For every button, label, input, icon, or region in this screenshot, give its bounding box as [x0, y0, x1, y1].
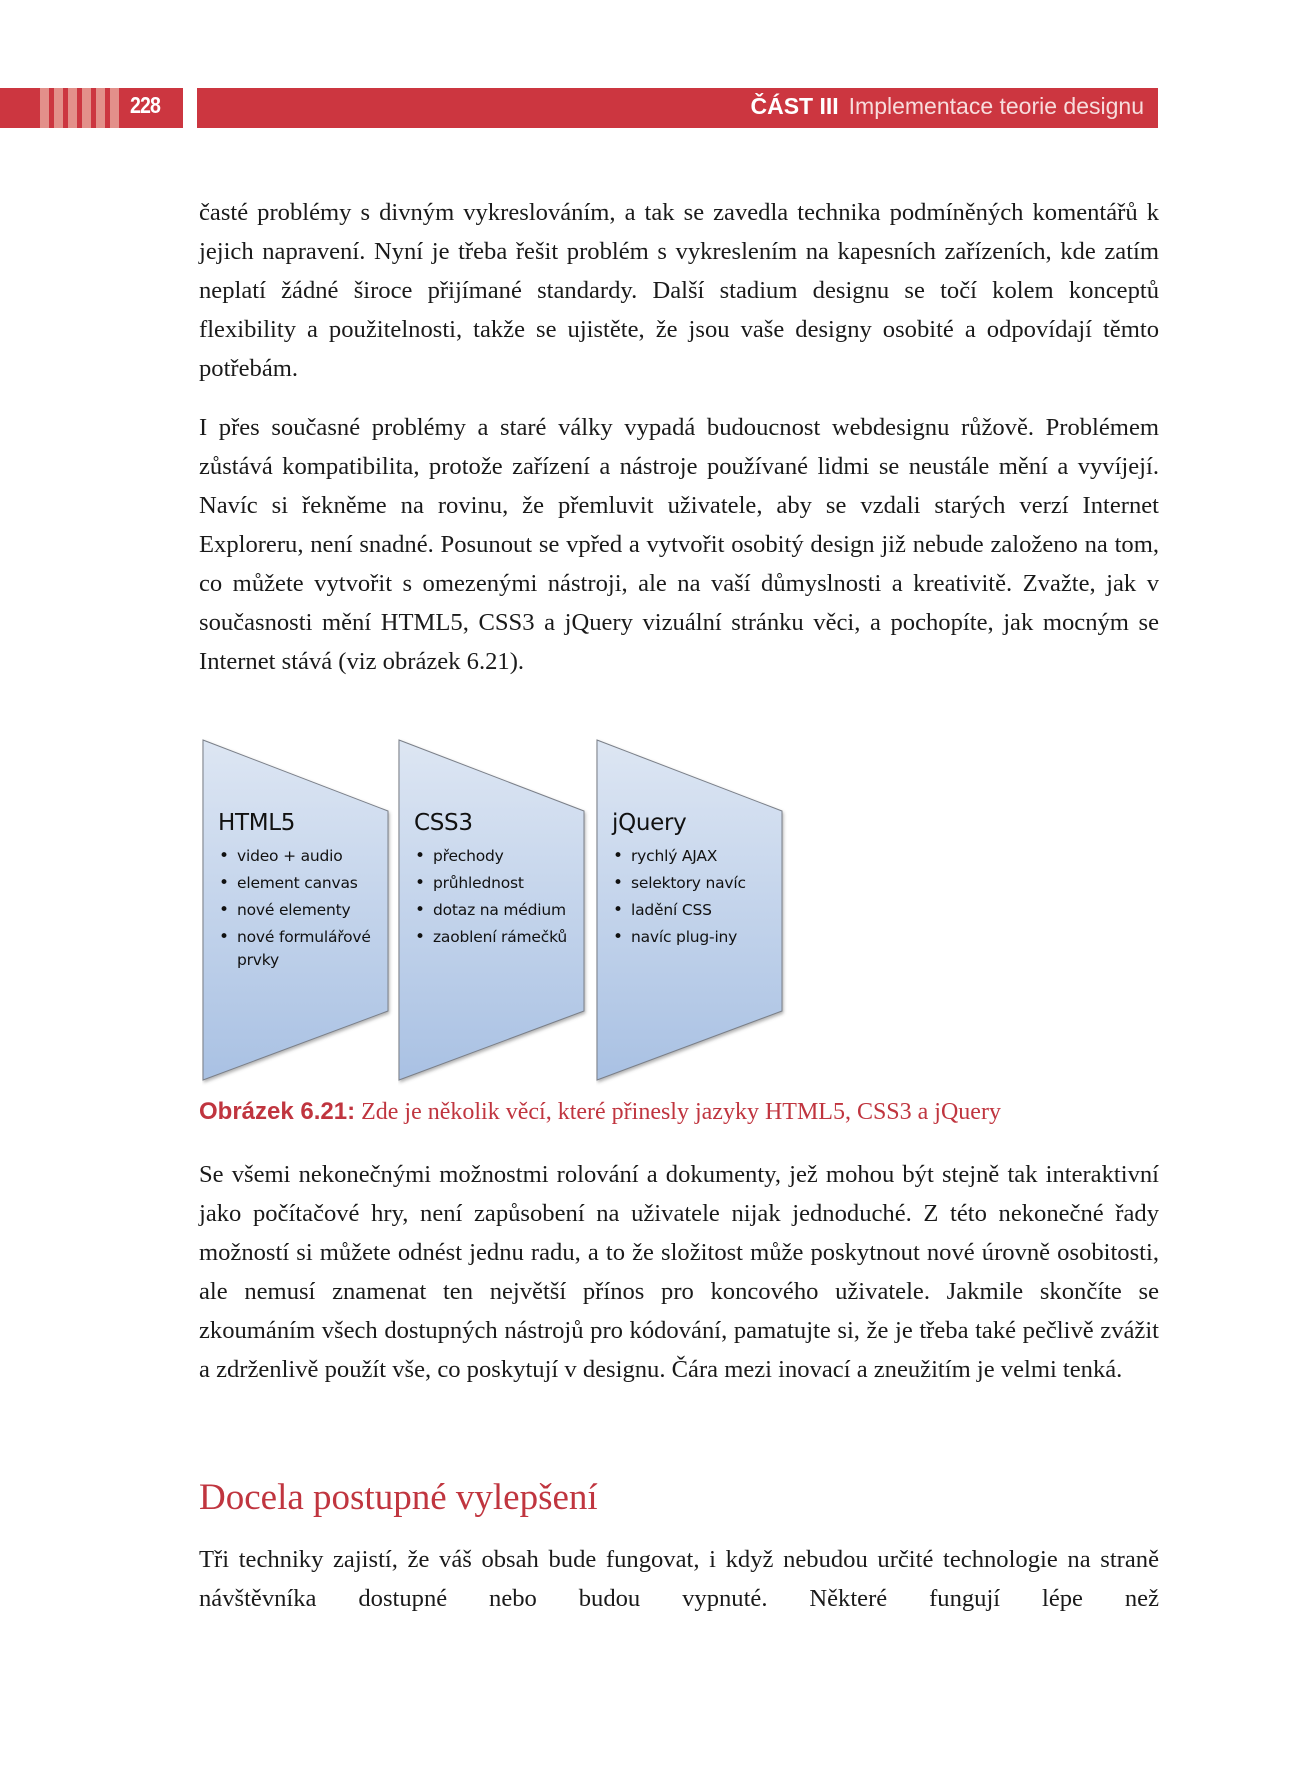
bullet-item: • ladění CSS — [612, 899, 777, 922]
shape-bullet-list — [414, 845, 579, 949]
shape-content — [612, 810, 777, 953]
part-label: ČÁST III — [750, 93, 839, 119]
paragraph-1-block — [199, 193, 1159, 388]
paragraph: I přes současné problémy a staré války vypadá budoucnost webdesignu růžově. Problémem zůstává kompatibilita, protože zařízení a nástroje používané lidmi se neustále mění a vyvíjejí. Navíc si řekněme na rovinu, že přemluvit uživatele, aby se vzdali starých verzí Internet Exploreru, není snadné. Posunout se vpřed a vytvořit osobitý design již nebude založeno na tom, co můžete vytvořit s omezenými nástroji, ale na vaší důmyslnosti a kreativitě. Zvažte, jak v současnosti mění HTML5, CSS3 a jQuery vizuální stránku věci, a pochopíte, jak mocným se Internet stává (viz obrázek 6.21). — [199, 414, 1159, 675]
header-stripe — [40, 88, 49, 128]
page-number: 228 — [130, 92, 161, 118]
bullet-item: • zaoblení rámečků — [414, 926, 579, 949]
bullet-item: • element canvas — [218, 872, 383, 895]
header-stripe — [96, 88, 105, 128]
bullet-item: • video + audio — [218, 845, 383, 868]
header-stripe — [54, 88, 63, 128]
header-left-block — [0, 88, 183, 128]
paragraph-3-block — [199, 1155, 1159, 1389]
bullet-item: • přechody — [414, 845, 579, 868]
figure-diagram — [200, 738, 800, 1083]
bullet-item: • dotaz na médium — [414, 899, 579, 922]
bullet-item: • nové elementy — [218, 899, 383, 922]
bullet-item: • rychlý AJAX — [612, 845, 777, 868]
bullet-item: • nové formulářové prvky — [218, 926, 383, 972]
figure-caption — [199, 1098, 1001, 1126]
running-header-title — [750, 93, 1144, 120]
running-header — [197, 88, 1158, 128]
shape-title: CSS3 — [414, 810, 473, 836]
paragraph-4-block — [199, 1540, 1159, 1618]
caption-text: Zde je několik věcí, které přinesly jazyky HTML5, CSS3 a jQuery — [355, 1099, 1001, 1125]
header-stripe — [110, 88, 119, 128]
chapter-title: Implementace teorie designu — [848, 93, 1144, 119]
diagram-shape-css3 — [398, 738, 586, 1083]
header-stripe — [68, 88, 77, 128]
paragraph-2-block — [199, 408, 1159, 681]
section-heading: Docela postupné vylepšení — [199, 1477, 598, 1518]
bullet-item: • průhlednost — [414, 872, 579, 895]
shape-title: jQuery — [612, 810, 687, 836]
paragraph: časté problémy s divným vykreslováním, a tak se zavedla technika podmíněných komentářů k jejich napravení. Nyní je třeba řešit problém s vykreslením na kapesních zařízeních, kde zatím neplatí žádné široce přijímané standardy. Další stadium designu se točí kolem konceptů flexibility a použitelnosti, takže se ujistěte, že jsou vaše designy osobité a odpovídají těmto potřebám. — [199, 199, 1159, 382]
shape-content — [414, 810, 579, 953]
paragraph: Se všemi nekonečnými možnostmi rolování a dokumenty, jež mohou být stejně tak interaktivní jako počítačové hry, není zapůsobení na uživatele nijak jednoduché. Z této nekonečné řady možností si můžete odnést jednu radu, a to že složitost může poskytnout nové úrovně osobitosti, ale nemusí znamenat ten největší přínos pro koncového uživatele. Jakmile skončíte se zkoumáním všech dostupných nástrojů pro kódování, pamatujte si, že je třeba také pečlivě zvážit a zdrženlivě použít vše, co poskytují v designu. Čára mezi inovací a zneužitím je velmi tenká. — [199, 1161, 1159, 1383]
diagram-shape-html5 — [202, 738, 390, 1083]
shape-bullet-list — [218, 845, 383, 972]
shape-bullet-list — [612, 845, 777, 949]
shape-title: HTML5 — [218, 810, 296, 836]
diagram-shape-jquery — [596, 738, 784, 1083]
paragraph: Tři techniky zajistí, že váš obsah bude fungovat, i když nebudou určité technologie na straně návštěvníka dostupné nebo budou vypnuté. Některé fungují lépe než — [199, 1546, 1159, 1612]
shape-content — [218, 810, 383, 976]
bullet-item: • navíc plug-iny — [612, 926, 777, 949]
header-stripe — [82, 88, 91, 128]
bullet-item: • selektory navíc — [612, 872, 777, 895]
caption-label: Obrázek 6.21: — [199, 1098, 356, 1125]
